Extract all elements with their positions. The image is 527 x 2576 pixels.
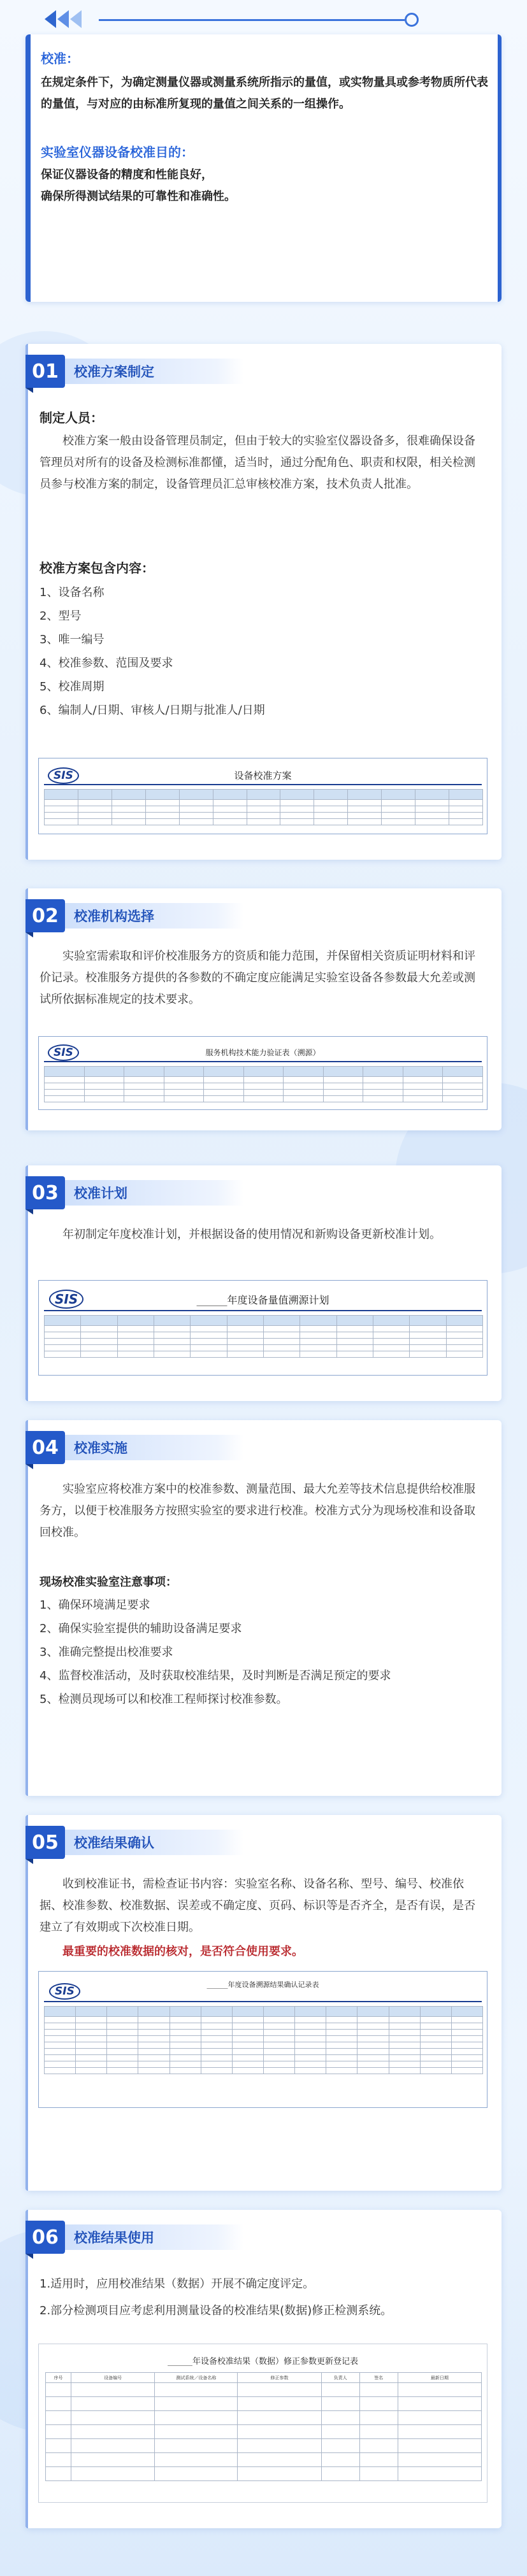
column-header: 测试系统／设备名称 xyxy=(155,2373,238,2383)
form-image-annual-plan xyxy=(38,1280,487,1376)
section-number: 05 xyxy=(25,1826,65,1859)
card-accent xyxy=(25,1420,28,1796)
key-note: 最重要的校准数据的核对，是否符合使用要求。 xyxy=(62,1945,303,1958)
section-text: 收到校准证书，需检查证书内容：实验室名称、设备名称、型号、编号、校准依据、校准参数、校准数据、误差或不确定度、页码、标识等是否齐全，是否有误，是否建立了有效期或下次校准日期。 xyxy=(40,1877,475,1934)
chevron-icon xyxy=(45,10,82,28)
calibration-title: 校准： xyxy=(41,51,79,66)
purpose-line: 确保所得测试结果的可靠性和准确性。 xyxy=(41,190,236,203)
maker-text: 校准方案一般由设备管理员制定，但由于较大的实验室仪器设备多，很难确保设备管理员对所有的设备及检测标准都懂，适当时，通过分配角色、职责和权限，相关检测员参与校准方案的制定，设备管理员汇总审核校准方案，技术负责人批准。 xyxy=(40,434,475,491)
section-header xyxy=(25,358,243,385)
section-number: 04 xyxy=(25,1431,65,1464)
section-title: 校准结果确认 xyxy=(65,1830,243,1855)
section-header xyxy=(25,2224,243,2251)
list-item: 6、编制人/日期、审核人/日期与批准人/日期 xyxy=(40,704,265,717)
form-title: ______年度设备溯源结果确认记录表 xyxy=(206,1981,319,1989)
sis-logo: SIS xyxy=(48,767,79,784)
section-05-card xyxy=(25,1815,502,2191)
form-table xyxy=(44,789,483,825)
card-accent xyxy=(25,344,28,860)
section-text: 实验室需索取和评价校准服务方的资质和能力范围，并保留相关资质证明材料和评价记录。校准服务方提供的各参数的不确定度应能满足实验室设备各参数最大允差或测试所依据标准规定的技术要求。 xyxy=(40,950,475,1006)
column-header: 签名 xyxy=(359,2373,398,2383)
header-line xyxy=(99,19,405,21)
section-number: 03 xyxy=(25,1176,65,1209)
section-header xyxy=(25,1179,243,1206)
list-item: 4、监督校准活动，及时获取校准结果，及时判断是否满足预定的要求 xyxy=(40,1669,391,1683)
form-rule xyxy=(44,784,482,785)
purpose-title: 实验室仪器设备校准目的： xyxy=(41,145,194,160)
column-header: 最新日期 xyxy=(398,2373,481,2383)
section-text: 实验室应将校准方案中的校准参数、测量范围、最大允差等技术信息提供给校准服务方，以便于校准服务方按照实验室的要求进行校准。校准方式分为现场校准和设备取回校准。 xyxy=(40,1483,475,1539)
content-list xyxy=(40,581,265,722)
list-item: 5、检测员现场可以和校准工程师探讨校准参数。 xyxy=(40,1693,288,1706)
list-item: 4、校准参数、范围及要求 xyxy=(40,657,173,670)
usage-list xyxy=(40,2271,392,2324)
list-item: 2、确保实验室提供的辅助设备满足要求 xyxy=(40,1622,242,1635)
form-rule xyxy=(44,2001,482,2002)
section-title: 校准实施 xyxy=(65,1435,243,1460)
list-item: 1、设备名称 xyxy=(40,586,105,599)
form-table xyxy=(45,2372,482,2481)
form-table xyxy=(44,1315,483,1358)
ring-icon xyxy=(405,13,419,27)
card-accent xyxy=(25,34,31,302)
form-image-calibration-plan xyxy=(38,758,487,834)
form-table xyxy=(44,1066,483,1102)
section-number: 01 xyxy=(25,355,65,388)
form-rule xyxy=(44,1061,482,1062)
form-image-correction-register xyxy=(38,2344,487,2503)
maker-label: 制定人员： xyxy=(40,410,103,425)
section-title: 校准方案制定 xyxy=(65,359,243,384)
sis-logo: SIS xyxy=(49,1290,83,1309)
card-accent xyxy=(25,1815,28,2191)
list-item: 1.适用时，应用校准结果（数据）开展不确定度评定。 xyxy=(40,2277,315,2291)
column-header: 设备编号 xyxy=(71,2373,155,2383)
column-header: 修正参数 xyxy=(238,2373,321,2383)
list-item: 2、型号 xyxy=(40,609,82,623)
form-title: 设备校准方案 xyxy=(234,770,292,781)
list-item: 2.部分检测项目应考虑利用测量设备的校准结果(数据)修正检测系统。 xyxy=(40,2304,393,2317)
intro-card xyxy=(25,34,502,302)
section-title: 校准机构选择 xyxy=(65,903,243,929)
form-image-result-confirmation xyxy=(38,1971,487,2108)
section-03-card xyxy=(25,1165,502,1401)
notes-label: 现场校准实验室注意事项： xyxy=(40,1576,177,1589)
section-header xyxy=(25,1829,243,1856)
form-title: ______年设备校准结果（数据）修正参数更新登记表 xyxy=(167,2357,358,2366)
purpose-line: 保证仪器设备的精度和性能良好， xyxy=(41,168,213,181)
list-item: 3、唯一编号 xyxy=(40,633,105,646)
sis-logo: SIS xyxy=(48,1044,79,1061)
form-table xyxy=(44,2006,483,2074)
sis-logo: SIS xyxy=(49,1983,80,2000)
section-header xyxy=(25,1434,243,1461)
list-item: 1、确保环境满足要求 xyxy=(40,1598,150,1612)
section-header xyxy=(25,902,243,929)
section-01-card xyxy=(25,344,502,860)
section-02-card xyxy=(25,888,502,1130)
list-item: 5、校准周期 xyxy=(40,680,105,694)
content-label: 校准方案包含内容： xyxy=(40,560,154,576)
section-title: 校准结果使用 xyxy=(65,2224,243,2250)
list-item: 3、准确完整提出校准要求 xyxy=(40,1646,173,1659)
section-04-card xyxy=(25,1420,502,1796)
card-accent xyxy=(498,34,502,302)
notes-list xyxy=(40,1593,391,1711)
calibration-definition: 在规定条件下，为确定测量仪器或测量系统所指示的量值，或实物量具或参考物质所代表的量值，与对应的由标准所复现的量值之间关系的一组操作。 xyxy=(41,76,488,111)
section-text: 年初制定年度校准计划，并根据设备的使用情况和新购设备更新校准计划。 xyxy=(62,1228,441,1241)
section-title: 校准计划 xyxy=(65,1180,243,1206)
section-number: 02 xyxy=(25,899,65,932)
form-title: 服务机构技术能力验证表（溯源） xyxy=(205,1048,321,1057)
section-06-card xyxy=(25,2210,502,2528)
form-image-service-provider xyxy=(38,1036,487,1110)
form-rule xyxy=(44,1310,482,1311)
column-header: 负责人 xyxy=(321,2373,359,2383)
section-number: 06 xyxy=(25,2221,65,2254)
form-title: ______年度设备量值溯源计划 xyxy=(196,1294,329,1306)
column-header: 序号 xyxy=(46,2373,71,2383)
